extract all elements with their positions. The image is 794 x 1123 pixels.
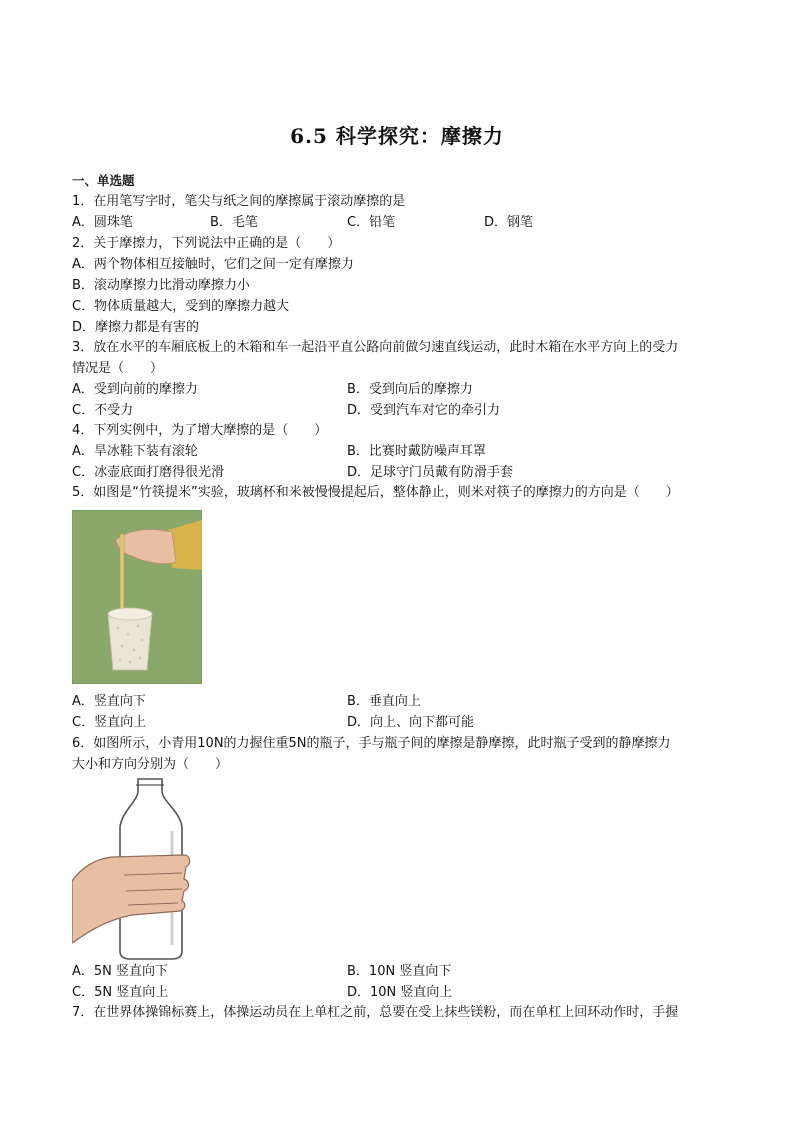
question-3-stem: 3．放在水平的车厢底板上的木箱和车一起沿平直公路向前做匀速直线运动，此时木箱在水平方向上的受力 (72, 340, 679, 355)
section-heading: 一、单选题 (72, 173, 135, 188)
q6-option-d: D．10N 竖直向上 (347, 985, 453, 1000)
q5-option-d: D．向上、向下都可能 (347, 715, 475, 730)
q6-option-c: C．5N 竖直向上 (72, 985, 169, 1000)
q2-option-a: A．两个物体相互接触时，它们之间一定有摩擦力 (72, 257, 354, 272)
question-4-stem: 4．下列实例中，为了增大摩擦的是（ ） (72, 423, 328, 438)
q2-option-c: C．物体质量越大，受到的摩擦力越大 (72, 299, 290, 314)
question-1-stem: 1．在用笔写字时，笔尖与纸之间的摩擦属于滚动摩擦的是 (72, 194, 406, 209)
q2-option-d: D．摩擦力都是有害的 (72, 320, 200, 335)
q6-option-b: B．10N 竖直向下 (347, 964, 452, 979)
q4-option-c: C．冰壶底面打磨得很光滑 (72, 465, 225, 480)
page-title: 6.5 科学探究：摩擦力 (290, 124, 504, 148)
question-5-stem: 5．如图是“竹筷提米”实验，玻璃杯和米被慢慢提起后，整体静止，则米对筷子的摩擦力的方向是（ ） (72, 485, 679, 500)
q4-option-b: B．比赛时戴防噪声耳罩 (347, 444, 486, 459)
q3-option-b: B．受到向后的摩擦力 (347, 382, 473, 397)
q1-option-b: B．毛笔 (210, 215, 258, 230)
q1-option-a: A．圆珠笔 (72, 215, 133, 230)
q3-option-a: A．受到向前的摩擦力 (72, 382, 198, 397)
q1-option-d: D．钢笔 (484, 215, 534, 230)
q3-option-c: C．不受力 (72, 403, 134, 418)
question-6-stem-cont: 大小和方向分别为（ ） (72, 757, 229, 772)
q4-option-a: A．旱冰鞋下装有滚轮 (72, 444, 198, 459)
q6-option-a: A．5N 竖直向下 (72, 964, 169, 979)
question-2-stem: 2．关于摩擦力，下列说法中正确的是（ ） (72, 236, 341, 251)
q2-option-b: B．滚动摩擦力比滑动摩擦力小 (72, 278, 250, 293)
chopsticks-rice-photo (72, 510, 202, 684)
q5-option-b: B．垂直向上 (347, 694, 421, 709)
q5-option-a: A．竖直向下 (72, 694, 146, 709)
question-3-stem-cont: 情况是（ ） (72, 361, 164, 376)
hand-bottle-figure (72, 775, 196, 961)
question-7-stem: 7．在世界体操锦标赛上，体操运动员在上单杠之前，总要在受上抹些镁粉，而在单杠上回环动作时，手握 (72, 1005, 679, 1020)
question-6-stem: 6．如图所示，小青用10N的力握住重5N的瓶子，手与瓶子间的摩擦是静摩擦，此时瓶子受到的静摩擦力 (72, 736, 671, 751)
q4-option-d: D．足球守门员戴有防滑手套 (347, 465, 514, 480)
q1-option-c: C．铅笔 (347, 215, 396, 230)
q3-option-d: D．受到汽车对它的牵引力 (347, 403, 501, 418)
q5-option-c: C．竖直向上 (72, 715, 147, 730)
